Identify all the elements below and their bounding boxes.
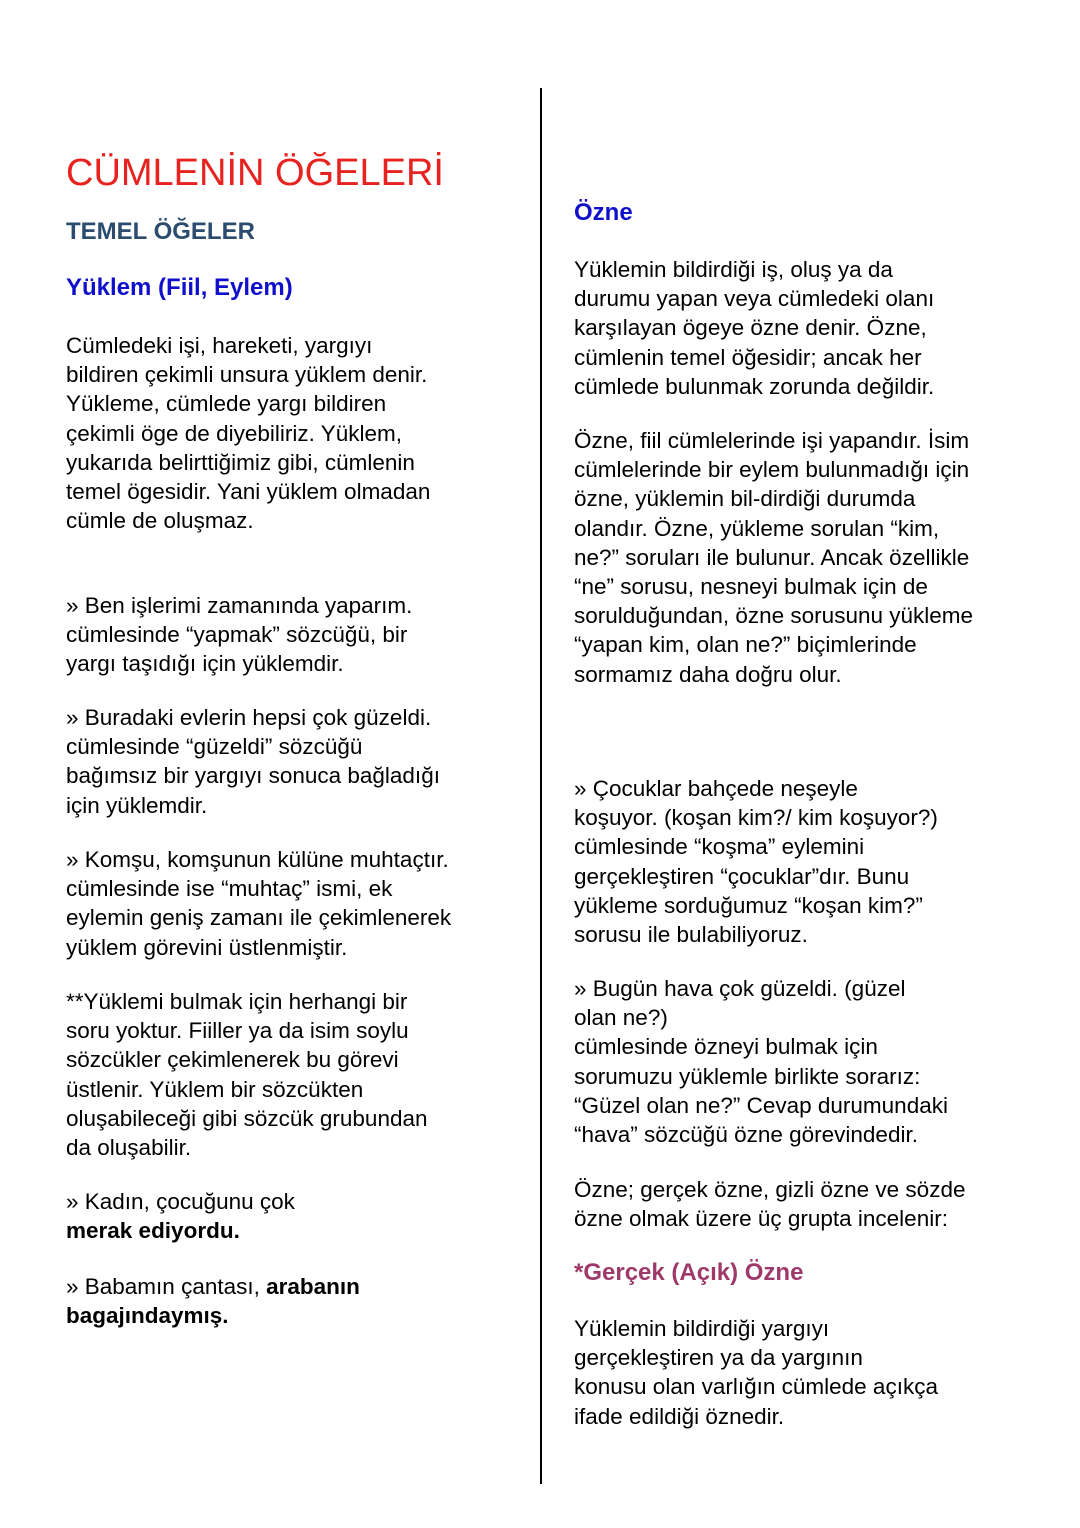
text-line: yüklem görevini üstlenmiştir. [66,934,348,960]
text-line: “hava” sözcüğü özne görevindedir. [574,1122,918,1148]
text-line: cümlesinde ise “muhtaç” ismi, ek [66,876,393,902]
text-line: bağımsız bir yargıyı sonuca bağladığı [66,763,440,789]
text-line: yükleme sorduğumuz “koşan kim?” [574,892,923,918]
section-subtitle: TEMEL ÖĞELER [66,218,255,245]
text-line: temel ögesidir. Yani yüklem olmadan [66,479,431,505]
text-line: yargı taşıdığı için yüklemdir. [66,651,344,677]
predicate-example-2 [66,703,440,820]
text-line: konusu olan varlığın cümlede açıkça [574,1374,938,1400]
subject-definition-paragraph [574,255,934,401]
text-line: » Komşu, komşunun külüne muhtaçtır. [66,847,449,872]
real-subject-subheading: *Gerçek (Açık) Özne [574,1259,804,1286]
text-line [66,1272,360,1301]
text-line: “ne” sorusu, nesneyi bulmak için de [574,574,928,600]
text-line: » Bugün hava çok güzeldi. (güzel [574,976,906,1001]
text-line: Cümledeki işi, hareketi, yargıyı [66,333,373,358]
column-divider [540,88,542,1484]
text-line: durumu yapan veya cümledeki olanı [574,286,935,312]
predicate-example-5 [66,1272,360,1330]
text-line: Yüklemin bildirdiği yargıyı [574,1316,830,1341]
text-line: sorumuzu yüklemle birlikte sorarız: [574,1063,921,1089]
text-line: “yapan kim, olan ne?” biçimlerinde [574,632,917,658]
text-line: oluşabileceği gibi sözcük grubundan [66,1105,428,1131]
text-line: » Çocuklar bahçede neşeyle [574,776,858,801]
text-line: ne?” soruları ile bulunur. Ancak özellikle [574,544,970,570]
text-line: cümle de oluşmaz. [66,508,254,534]
text-line: » Ben işlerimi zamanında yaparım. [66,593,413,618]
text-line: da oluşabilir. [66,1135,192,1161]
text-line: gerçekleştiren “çocuklar”dır. Bunu [574,863,910,889]
predicate-note-paragraph [66,987,428,1162]
text-line: için yüklemdir. [66,792,208,818]
text-line: cümlesinde “yapmak” sözcüğü, bir [66,622,408,648]
text-line: eylemin geniş zamanı ile çekimlenerek [66,905,452,931]
text-line: **Yüklemi bulmak için herhangi bir [66,989,408,1014]
bold-text: arabanın [266,1274,360,1299]
text-line: yukarıda belirttiğimiz gibi, cümlenin [66,449,415,475]
bold-text-line: merak ediyordu. [66,1218,240,1244]
text-line: cümlenin temel öğesidir; ancak her [574,344,922,370]
text-line: özne, yüklemin bil-dirdiği durumda [574,486,916,512]
predicate-example-4 [66,1187,295,1245]
text-line: Yüklemin bildirdiği iş, oluş ya da [574,257,893,282]
subject-example-2 [574,974,948,1149]
text-line: soru yoktur. Fiiller ya da isim soylu [66,1018,409,1044]
text-line: sorusu ile bulabiliyoruz. [574,922,808,948]
text-line: sorulduğundan, özne sorusunu yükleme [574,603,974,629]
text-line: “Güzel olan ne?” Cevap durumundaki [574,1092,948,1118]
text-line: Özne; gerçek özne, gizli özne ve sözde [574,1177,966,1202]
text-line: cümlesinde “güzeldi” sözcüğü [66,734,363,760]
subject-heading: Özne [574,199,633,226]
text-line: olandır. Özne, yükleme sorulan “kim, [574,515,940,541]
text-line: çekimli öge de diyebiliriz. Yüklem, [66,420,402,446]
text-line: » Kadın, çocuğunu çok [66,1189,295,1214]
text-line: » Buradaki evlerin hepsi çok güzeldi. [66,705,432,730]
text-line: cümlelerinde bir eylem bulunmadığı için [574,457,970,483]
plain-text: » Babamın çantası, [66,1274,267,1299]
text-line: ifade edildiği öznedir. [574,1403,785,1429]
text-line: Özne, fiil cümlelerinde işi yapandır. İsim [574,428,970,453]
text-line: sormamız daha doğru olur. [574,661,842,687]
real-subject-paragraph [574,1314,938,1431]
subject-example-1 [574,774,938,949]
text-line: sözcükler çekimlenerek bu görevi [66,1047,399,1073]
text-line: cümlesinde “koşma” eylemini [574,834,865,860]
predicate-example-1 [66,591,412,679]
predicate-example-3 [66,845,451,962]
text-line: olan ne?) [574,1005,668,1031]
text-line: cümlede bulunmak zorunda değildir. [574,373,935,399]
predicate-intro-paragraph [66,331,430,535]
text-line: üstlenir. Yüklem bir sözcükten [66,1076,364,1102]
text-line: bildiren çekimli unsura yüklem denir. [66,362,428,388]
subject-types-paragraph [574,1175,965,1233]
text-line: karşılayan ögeye özne denir. Özne, [574,315,927,341]
bold-text-line: bagajındaymış. [66,1303,229,1329]
document-title: CÜMLENİN ÖĞELERİ [66,152,444,194]
subject-detail-paragraph [574,426,973,689]
text-line: koşuyor. (koşan kim?/ kim koşuyor?) [574,805,938,831]
text-line: özne olmak üzere üç grupta incelenir: [574,1206,948,1232]
predicate-heading: Yüklem (Fiil, Eylem) [66,274,293,301]
text-line: Yükleme, cümlede yargı bildiren [66,391,387,417]
text-line: cümlesinde özneyi bulmak için [574,1034,878,1060]
text-line: gerçekleştiren ya da yargının [574,1345,863,1371]
